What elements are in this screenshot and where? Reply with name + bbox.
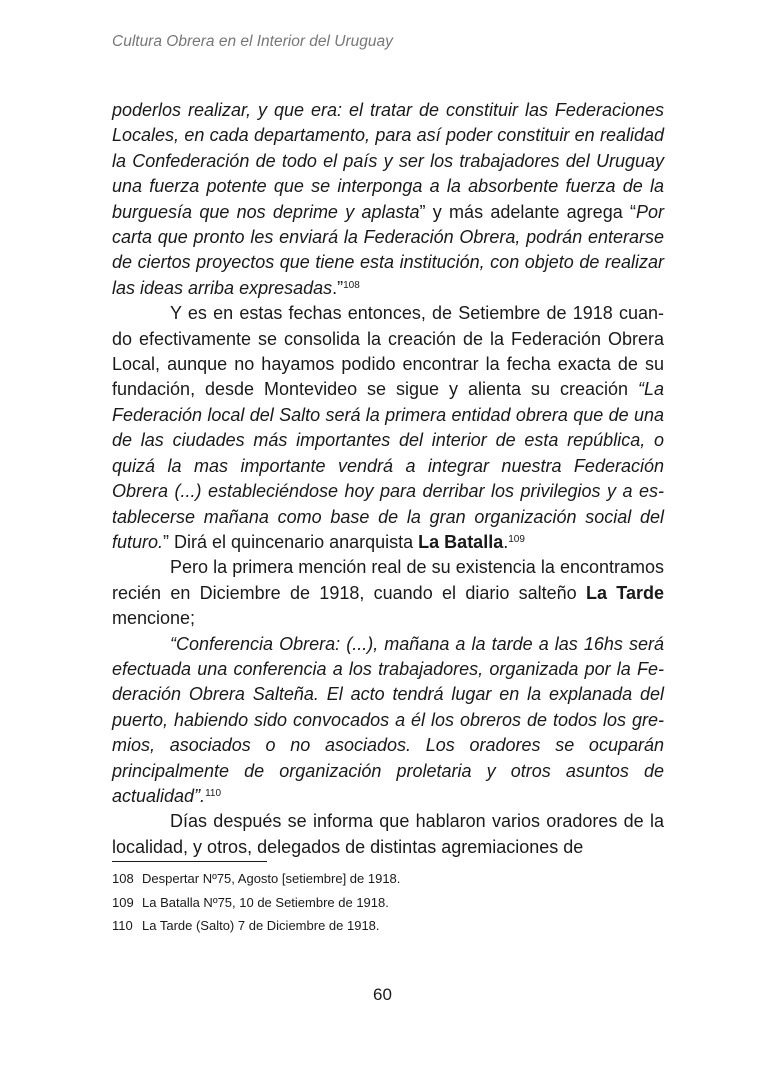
text-run: Días después se informa que hablaron varios oradores de la localidad, y otros, delegados de distintas agremiaciones de: [112, 811, 664, 857]
newspaper-title: La Tarde: [586, 582, 664, 603]
quote: Por carta que pronto les enviará la Federación Obrera, podrán enterarse de ciertos proyectos que tiene esta institución, con objeto de realizar las ideas arriba expresadas: [112, 201, 664, 298]
body-text: [112, 98, 664, 860]
footnote-109: [112, 891, 664, 915]
newspaper-title: La Batalla: [418, 531, 504, 552]
quote: “Conferencia Obrera: (...), mañana a la tarde a las 16hs será efectuada una conferencia a los trabajadores, organizada por la Federación Obrera Salteña. El acto tendrá lugar en la explanada del puerto, habiendo sido convocados a él los obreros de todos los gremios, asociados o no asociados. Los oradores se ocuparán principalmente de organización proletaria y otros asuntos de actualidad”.: [112, 633, 664, 806]
footnote-text: La Tarde (Salto) 7 de Diciembre de 1918.: [142, 918, 380, 933]
text-run: Pero la primera mención real de su existencia la encontramos recién en Diciembre de 1918, cuando el diario salteño: [112, 557, 664, 603]
text-run: .: [503, 531, 509, 552]
footnote-ref-109[interactable]: 109: [508, 533, 525, 545]
footnote-108: [112, 867, 664, 891]
footnote-ref-108[interactable]: 108: [343, 279, 360, 291]
footnote-number: 109: [112, 894, 134, 910]
paragraph-3: [112, 555, 664, 631]
text-run: ” y más adelante agrega “: [419, 201, 636, 222]
footnote-110: [112, 914, 664, 938]
text-run: mencione;: [112, 608, 196, 629]
footnote-text: Despertar Nº75, Agosto [setiembre] de 1918.: [142, 871, 401, 886]
running-header: Cultura Obrera en el Interior del Uruguay: [112, 33, 393, 50]
paragraph-4: [112, 632, 664, 810]
paragraph-5: [112, 809, 664, 860]
footnotes: [112, 867, 664, 938]
footnote-divider: [112, 861, 267, 862]
page-number: 60: [373, 985, 392, 1004]
footnote-text: La Batalla Nº75, 10 de Setiembre de 1918.: [142, 894, 389, 910]
footnote-number: 108: [112, 871, 134, 886]
quote: poderlos realizar, y que era: el tratar de constituir las Federaciones Locales, en cada departamento, para así poder constituir en realidad la Confederación de todo el país y ser los trabajadores del Uruguay una fuerza potente que se interponga a la absorbente fuerza de la burguesía que nos deprime y aplasta: [112, 100, 664, 222]
footnote-ref-110[interactable]: 110: [205, 787, 222, 799]
paragraph-1: [112, 98, 664, 301]
quote: “La Federación local del Salto será la primera entidad obrera que de una de las ciudades más importantes del interior de esta república, o quizá la mas importante vendrá a integrar nuestra Federación Obrera (...) estableciéndose hoy para derribar los privilegios y a establecerse mañana como base de la gran organización social del futuro.: [112, 379, 664, 552]
text-run: ” Dirá el quincenario anarquista: [163, 531, 419, 552]
text-run: .”: [332, 277, 344, 298]
footnote-number: 110: [112, 918, 133, 933]
paragraph-2: [112, 301, 664, 555]
text-run: Y es en estas fechas entonces, de Setiembre de 1918 cuando efectivamente se consolida la creación de la Federación Obrera Local, aunque no hayamos podido encontrar la fecha exacta de su fundación, desde Montevideo se sigue y alienta su creación: [112, 303, 664, 400]
